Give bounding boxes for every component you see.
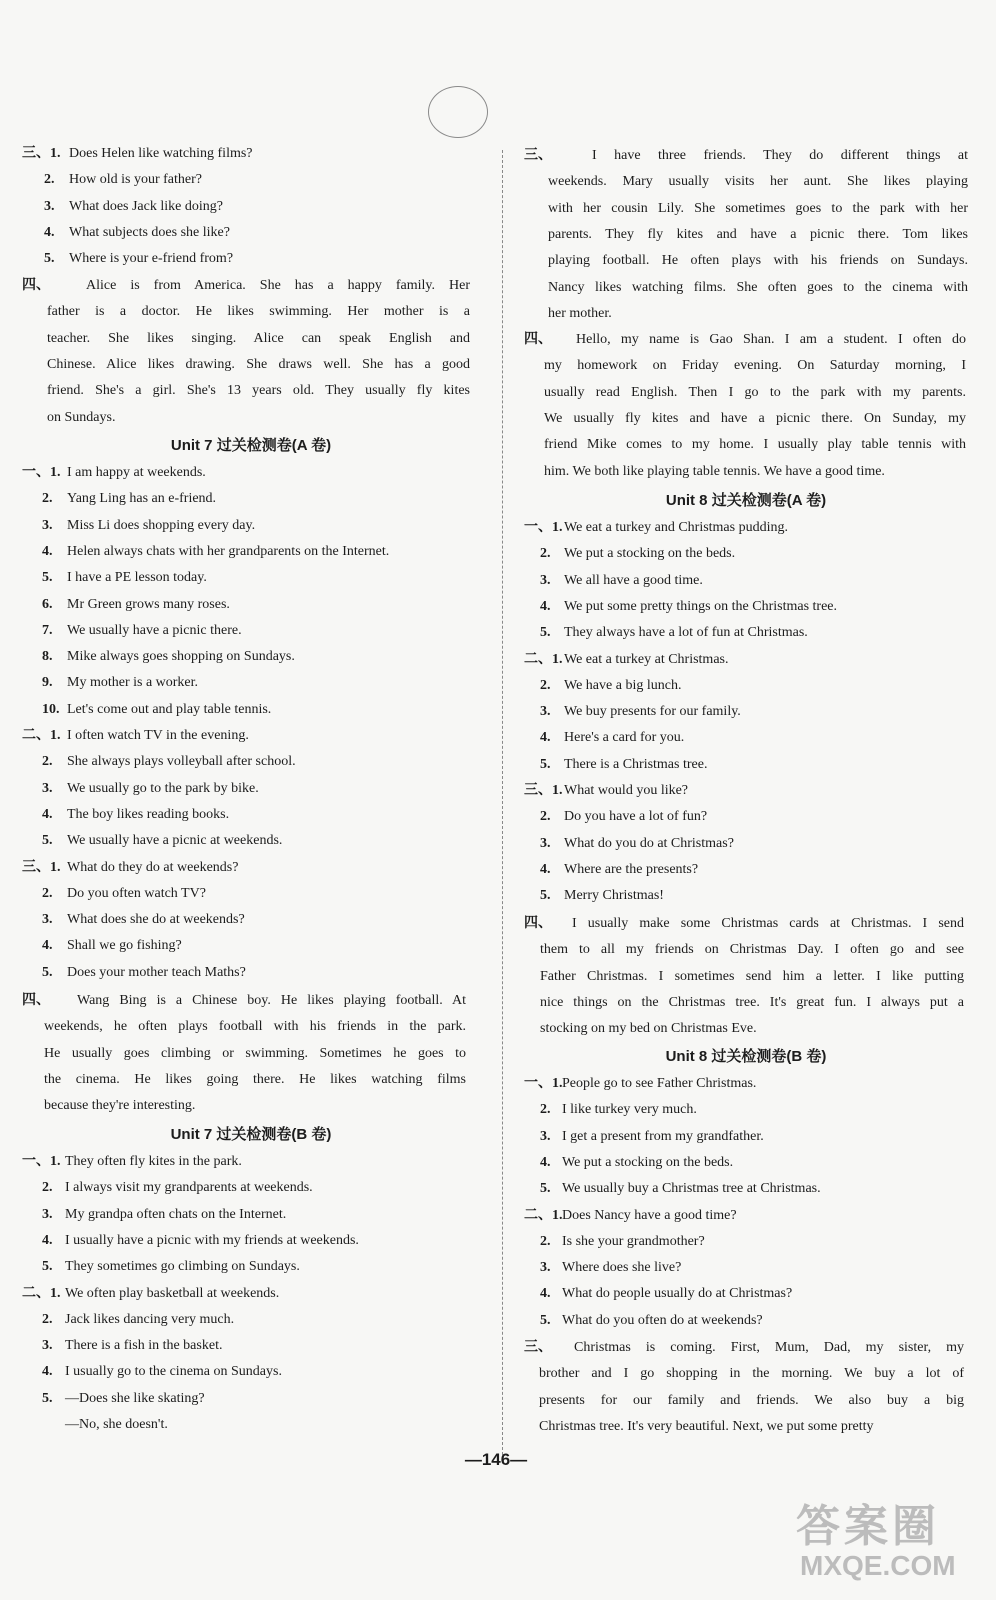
answer-number: 5. (540, 1312, 551, 1328)
paragraph-line: nice things on the Christmas tree. It's great fun. I always put a (540, 994, 964, 1010)
paragraph-line: them to all my friends on Christmas Day. I often go and see (540, 942, 964, 958)
paragraph-line: brother and I go shopping in the morning. We buy a lot of (539, 1366, 964, 1382)
answer-line (22, 568, 480, 588)
answer-text: There is a Christmas tree. (564, 756, 708, 772)
answer-number: 3. (540, 572, 551, 588)
answer-text: Does your mother teach Maths? (67, 964, 246, 980)
answer-number: 2. (42, 885, 53, 901)
section-marker: 三、 (524, 148, 552, 163)
paragraph-line: teacher. She likes singing. Alice can speak English and (47, 330, 470, 346)
section-marker: 三、 (524, 1340, 552, 1355)
watermark-top: 答案圈 (796, 1502, 940, 1551)
paragraph-line: father is a doctor. He likes swimming. Her mother is a (47, 304, 470, 320)
answer-text: I usually have a picnic with my friends at weekends. (65, 1232, 359, 1248)
answer-text: Is she your grandmother? (562, 1233, 705, 1249)
answer-line (22, 647, 480, 667)
answer-number: 2. (540, 1102, 551, 1118)
answer-text: The boy likes reading books. (67, 806, 230, 822)
answer-line (524, 544, 968, 564)
paragraph-line: usually read English. Then I go to the park with my parents. (544, 384, 966, 400)
answer-text: —No, she doesn't. (65, 1417, 168, 1432)
paragraph-line: I usually make some Christmas cards at Christmas. I send (572, 916, 964, 931)
answer-line (524, 518, 968, 538)
answer-line (22, 595, 480, 615)
answer-number: 5. (42, 964, 53, 980)
paragraph-line: on Sundays. (47, 409, 116, 425)
answer-line (524, 807, 968, 827)
answer-number: 三、1. (524, 783, 563, 798)
answer-line (22, 223, 480, 243)
paragraph-line: weekends. Mary usually visits her aunt. She likes playing (548, 174, 968, 190)
answer-number: 4. (42, 1232, 53, 1248)
paragraph-line: the cinema. He likes going there. He likes watching films (44, 1071, 466, 1087)
answer-line (22, 700, 480, 720)
answer-number: 二、1. (22, 1285, 61, 1301)
answer-text: I get a present from my grandfather. (562, 1128, 764, 1144)
answer-number: 4. (540, 1154, 551, 1170)
answer-line (22, 752, 480, 772)
paragraph-line: parents. They fly kites and have a picnic there. Tom likes (548, 226, 968, 242)
watermark-bottom: MXQE.COM (800, 1550, 956, 1581)
answer-number: 5. (44, 251, 55, 267)
answer-text: How old is your father? (69, 172, 202, 188)
answer-text: Where is your e-friend from? (69, 251, 234, 267)
answer-text: Yang Ling has an e-friend. (67, 491, 217, 507)
answer-line (524, 676, 968, 696)
answer-text: We eat a turkey and Christmas pudding. (564, 520, 788, 535)
answer-number: 2. (540, 546, 551, 562)
answer-text: What do people usually do at Christmas? (562, 1286, 793, 1302)
answer-text: What does she do at weekends? (67, 912, 245, 928)
answer-line (22, 1284, 480, 1304)
answer-text: Merry Christmas! (564, 888, 664, 904)
paragraph-line: I have three friends. They do different things at (592, 148, 968, 163)
answer-text: We put some pretty things on the Christmas tree. (564, 598, 837, 614)
answer-line (22, 144, 480, 164)
answer-text: —Does she like skating? (65, 1390, 205, 1406)
answer-text: We usually go to the park by bike. (67, 780, 259, 796)
answer-text: What subjects does she like? (69, 224, 230, 240)
answer-number: 4. (540, 1286, 551, 1302)
answer-line (524, 597, 968, 617)
answer-number: 2. (540, 677, 551, 693)
answer-number: 3. (540, 1128, 551, 1144)
paragraph-line: Alice is from America. She has a happy family. Her (86, 278, 470, 293)
answer-text: We buy presents for our family. (564, 704, 741, 720)
section-heading: Unit 8 过关检测卷(A 卷) (665, 492, 827, 509)
answer-line (22, 963, 480, 983)
answer-text: I am happy at weekends. (67, 465, 206, 480)
page-number: —146— (464, 1450, 528, 1469)
answer-text: Does Helen like watching films? (69, 146, 253, 161)
answer-line (22, 779, 480, 799)
answer-text: Mike always goes shopping on Sundays. (67, 649, 295, 665)
paragraph-line: Nancy likes watching films. She often goes to the cinema with (548, 279, 968, 295)
answer-number: 三、1. (22, 859, 61, 875)
answer-line (22, 489, 480, 509)
answer-line (524, 1206, 968, 1226)
answer-number: 2. (42, 754, 53, 770)
answer-text: We put a stocking on the beds. (564, 546, 736, 562)
section-marker: 四、 (22, 278, 50, 293)
answer-text: They sometimes go climbing on Sundays. (65, 1259, 300, 1275)
answer-text: Let's come out and play table tennis. (67, 701, 272, 717)
answer-line (22, 621, 480, 641)
answer-number: 2. (540, 809, 551, 825)
answer-text: My mother is a worker. (67, 675, 199, 691)
answer-text: I like turkey very much. (562, 1102, 697, 1118)
paragraph-line: presents for our family and friends. We also buy a big (539, 1392, 964, 1408)
answer-line (22, 1231, 480, 1251)
answer-number: 4. (42, 543, 53, 559)
answer-line (22, 1257, 480, 1277)
answer-line (524, 623, 968, 643)
paragraph-line: with her cousin Lily. She sometimes goes to the park with her (548, 200, 968, 216)
paragraph-line: He usually goes climbing or swimming. Sometimes he goes to (44, 1045, 466, 1061)
answer-number: 3. (42, 912, 53, 928)
answer-number: 2. (44, 172, 55, 188)
answer-line (524, 1311, 968, 1331)
answer-text: Where does she live? (562, 1260, 682, 1276)
answer-text: We have a big lunch. (564, 677, 682, 693)
seal-stamp (428, 86, 488, 138)
paragraph-line: because they're interesting. (44, 1098, 196, 1114)
answer-text: I always visit my grandparents at weekends. (65, 1180, 313, 1196)
answer-line (524, 702, 968, 722)
answer-number: 3. (540, 1260, 551, 1276)
answer-number: 2. (42, 1180, 53, 1196)
answer-number: 5. (42, 833, 53, 849)
paragraph-line: Father Christmas. I sometimes send him a letter. I like putting (540, 968, 964, 984)
answer-number: 5. (540, 888, 551, 904)
answer-line (524, 728, 968, 748)
answer-number: 4. (44, 224, 55, 240)
answer-number: 9. (42, 675, 53, 691)
answer-text: I usually go to the cinema on Sundays. (65, 1364, 282, 1380)
answer-number: 3. (42, 780, 53, 796)
answer-number: 3. (42, 1338, 53, 1354)
answer-text: We eat a turkey at Christmas. (564, 651, 729, 667)
answer-line (524, 1179, 968, 1199)
answer-number: 5. (42, 570, 53, 586)
section-heading: Unit 7 过关检测卷(A 卷) (170, 437, 332, 454)
answer-line (22, 463, 480, 483)
answer-text: What would you like? (564, 783, 689, 798)
answer-line (524, 1258, 968, 1278)
answer-number: 3. (42, 517, 53, 533)
answer-text: Where are the presents? (564, 861, 699, 877)
answer-number: 2. (42, 491, 53, 507)
answer-line (524, 1153, 968, 1173)
answer-line (22, 831, 480, 851)
answer-text: Miss Li does shopping every day. (67, 517, 256, 533)
answer-line (22, 516, 480, 536)
answer-number: 4. (540, 598, 551, 614)
answer-line (524, 650, 968, 670)
answer-text: Do you often watch TV? (67, 885, 206, 901)
answer-line (22, 249, 480, 269)
paragraph-line: Chinese. Alice likes drawing. She draws well. She has a good (47, 356, 470, 372)
answer-number: 3. (44, 198, 55, 214)
answer-number: 3. (540, 835, 551, 851)
section-marker: 四、 (524, 332, 552, 347)
answer-line (22, 1415, 480, 1435)
answer-line (524, 1127, 968, 1147)
answer-line (22, 1152, 480, 1172)
answer-line (524, 1232, 968, 1252)
answer-text: Do you have a lot of fun? (564, 809, 708, 825)
answer-number: 4. (540, 861, 551, 877)
answer-text: They always have a lot of fun at Christmas. (564, 625, 808, 641)
paragraph-line: Christmas tree. It's very beautiful. Next, we put some pretty (539, 1418, 874, 1434)
answer-number: 5. (540, 756, 551, 772)
section-marker: 四、 (22, 993, 50, 1008)
section-heading: Unit 8 过关检测卷(B 卷) (665, 1048, 827, 1065)
answer-text: My grandpa often chats on the Internet. (65, 1206, 287, 1222)
answer-text: What do you often do at weekends? (562, 1312, 763, 1328)
paragraph-line: Christmas is coming. First, Mum, Dad, my sister, my (574, 1340, 964, 1355)
answer-line (524, 571, 968, 591)
answer-number: 10. (42, 701, 60, 717)
paragraph-line: Wang Bing is a Chinese boy. He likes playing football. At (77, 993, 466, 1008)
answer-number: 2. (42, 1311, 53, 1327)
answer-number: 3. (540, 704, 551, 720)
paragraph-line: We usually fly kites and have a picnic there. On Sunday, my (544, 410, 966, 426)
answer-line (22, 910, 480, 930)
answer-line (22, 542, 480, 562)
answer-number: 一、1. (22, 465, 61, 480)
answer-line (22, 858, 480, 878)
answer-text: They often fly kites in the park. (65, 1154, 242, 1169)
answer-line (524, 886, 968, 906)
paragraph-line: Hello, my name is Gao Shan. I am a student. I often do (576, 332, 966, 347)
answer-text: Jack likes dancing very much. (65, 1311, 235, 1327)
answer-number: 二、1. (524, 651, 563, 667)
column-divider (502, 150, 503, 1460)
answer-number: 一、1. (524, 1076, 563, 1091)
answer-text: Mr Green grows many roses. (67, 596, 230, 612)
paragraph-line: her mother. (548, 305, 612, 321)
answer-line (22, 1389, 480, 1409)
answer-number: 三、1. (22, 146, 61, 161)
answer-line (22, 1178, 480, 1198)
section-heading: Unit 7 过关检测卷(B 卷) (170, 1126, 332, 1143)
answer-number: 6. (42, 596, 53, 612)
paragraph-line: friend. She's a girl. She's 13 years old. They usually fly kites (47, 383, 470, 399)
answer-line (22, 1310, 480, 1330)
answer-text: Does Nancy have a good time? (562, 1207, 737, 1223)
answer-line (524, 781, 968, 801)
answer-line (22, 1362, 480, 1382)
answer-number: 3. (42, 1206, 53, 1222)
answer-text: Shall we go fishing? (67, 938, 182, 954)
answer-number: 5. (42, 1259, 53, 1275)
answer-number: 5. (42, 1390, 53, 1406)
paragraph-line: weekends, he often plays football with his friends in the park. (44, 1019, 466, 1035)
answer-number: 2. (540, 1233, 551, 1249)
paragraph-line: him. We both like playing table tennis. We have a good time. (544, 463, 885, 479)
answer-number: 一、1. (524, 520, 563, 535)
answer-line (22, 936, 480, 956)
answer-text: We usually have a picnic at weekends. (67, 833, 283, 849)
answer-text: We put a stocking on the beds. (562, 1154, 734, 1170)
answer-line (22, 170, 480, 190)
answer-text: We usually have a picnic there. (67, 622, 242, 638)
answer-text: What do you do at Christmas? (564, 835, 734, 851)
answer-number: 一、1. (22, 1154, 61, 1169)
answer-text: We often play basketball at weekends. (65, 1285, 280, 1301)
answer-text: Here's a card for you. (564, 730, 685, 746)
answer-line (22, 197, 480, 217)
answer-number: 5. (540, 625, 551, 641)
answer-text: I often watch TV in the evening. (67, 728, 249, 743)
answer-line (524, 1284, 968, 1304)
answer-line (524, 755, 968, 775)
answer-text: She always plays volleyball after school. (67, 754, 296, 770)
answer-line (524, 1074, 968, 1094)
answer-line (524, 834, 968, 854)
answer-line (22, 673, 480, 693)
answer-text: Helen always chats with her grandparents on the Internet. (67, 543, 390, 559)
answer-line (22, 1205, 480, 1225)
section-marker: 四、 (524, 916, 552, 931)
answer-number: 4. (42, 938, 53, 954)
answer-number: 4. (42, 806, 53, 822)
paragraph-line: playing football. He often plays with his friends on Sundays. (548, 253, 968, 269)
answer-line (524, 860, 968, 880)
paragraph-line: stocking on my bed on Christmas Eve. (540, 1021, 757, 1037)
answer-line (22, 726, 480, 746)
answer-text: I have a PE lesson today. (67, 570, 207, 586)
answer-number: 二、1. (524, 1207, 563, 1223)
answer-text: What do they do at weekends? (67, 859, 239, 875)
answer-text: People go to see Father Christmas. (562, 1076, 757, 1091)
answer-line (22, 805, 480, 825)
paragraph-line: my homework on Friday evening. On Saturday morning, I (544, 358, 966, 374)
answer-text: We usually buy a Christmas tree at Christmas. (562, 1181, 821, 1197)
answer-number: 8. (42, 649, 53, 665)
answer-text: What does Jack like doing? (69, 198, 223, 214)
answer-line (22, 1336, 480, 1356)
answer-text: We all have a good time. (564, 572, 703, 588)
answer-line (22, 884, 480, 904)
answer-number: 7. (42, 622, 53, 638)
answer-number: 4. (42, 1364, 53, 1380)
answer-line (524, 1100, 968, 1120)
watermark-logo (786, 1488, 980, 1588)
answer-number: 4. (540, 730, 551, 746)
answer-number: 二、1. (22, 728, 61, 743)
paragraph-line: friend Mike comes to my home. I usually play table tennis with (544, 437, 966, 453)
answer-number: 5. (540, 1181, 551, 1197)
answer-text: There is a fish in the basket. (65, 1338, 223, 1354)
